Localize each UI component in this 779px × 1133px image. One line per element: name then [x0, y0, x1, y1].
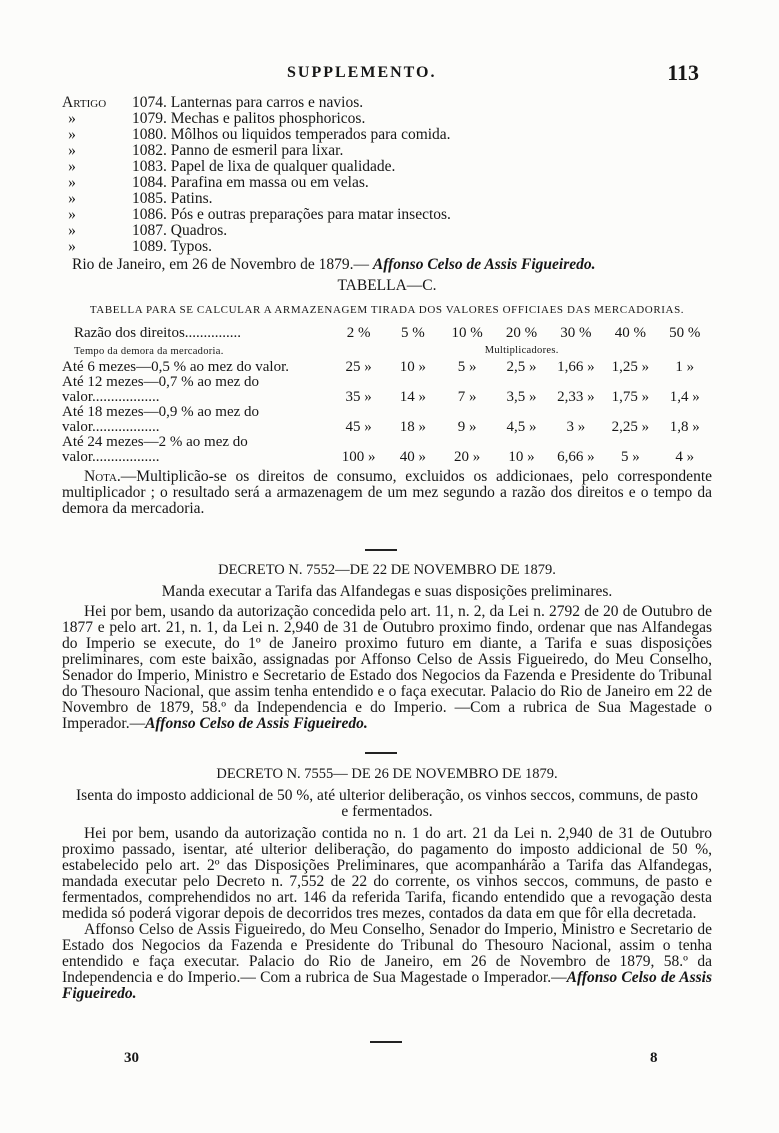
decree-heading: DECRETO N. 7552—DE 22 DE NOVEMBRO DE 1879. — [218, 562, 556, 578]
decree-body-text: Hei por bem, usando da autorização concedida pelo art. 11, n. 2, da Lei n. 2792 de 20 de Outubro de 1877 e pelo art. 21, n. 1, da Lei n. 2,940 de 31 de Outubro proximo findo, ordenar que nas Alfandegas do Imperio se execute, do 1º de Janeiro proximo futuro em diante, a Tarifa e suas disposições preliminares, com este baixão, assignadas por Affonso Celso de Assis Figueiredo, do Meu Conselho, Senador do Imperio, Ministro e Secretario de Estado dos Negocios da Fazenda e Presidente do Tribunal do Thesouro Nacional, que assim tenha entendido e o faça executar. Palacio do Rio de Janeiro em 22 de Novembro de 1879, 58.º da Independencia e do Imperio. —Com a rubrica de Sua Magestade o Imperador.— — [62, 603, 712, 732]
running-header — [0, 60, 779, 88]
article-item — [62, 159, 712, 175]
decree-body-text: Affonso Celso de Assis Figueiredo, do Meu Conselho, Senador do Imperio, Ministro e Secretario de Estado dos Negocios da Fazenda e Presidente do Tribunal do Thesouro Nacional, assim o tenha entendido e faça executar. Palacio do Rio de Janeiro, em 26 de Novembro de 1879, 58.º da Independencia e do Imperio.— Com a rubrica de Sua Magestade o Imperador.— — [62, 921, 712, 986]
percentage-cell: 50 % — [669, 325, 701, 341]
decree-heading: DECRETO N. 7555— DE 26 DE NOVEMBRO DE 1879. — [216, 766, 558, 782]
percentage-cell: 10 % — [451, 325, 483, 341]
ditto-mark: » — [68, 126, 76, 143]
table-cell: 7 » — [457, 389, 477, 405]
section-rule — [370, 1041, 402, 1043]
table-cell: 6,66 » — [557, 449, 595, 465]
table-cell: 2,33 » — [557, 389, 595, 405]
table-cell: 4,5 » — [506, 419, 537, 435]
percentage-row — [62, 325, 712, 341]
table-cell: 20 » — [454, 449, 481, 465]
table-cell: 45 » — [345, 419, 372, 435]
table-cell: 40 » — [399, 449, 427, 465]
table-cell: 9 » — [457, 419, 477, 435]
table-cell: 2,25 » — [611, 419, 650, 435]
table-row — [62, 375, 712, 405]
multiplier-table — [62, 325, 712, 465]
decree-summary: Manda executar a Tarifa das Alfandegas e suas disposições preliminares. — [161, 583, 613, 600]
table-cell: 35 » — [345, 389, 372, 405]
table-cell: 5 » — [457, 359, 477, 375]
tabella-title: TABELLA—C. — [337, 277, 437, 294]
article-text: Panno de esmeril para lixar. — [170, 142, 344, 159]
article-item — [62, 175, 712, 191]
table-row — [62, 405, 712, 435]
percentage-cell: 30 % — [560, 325, 592, 341]
article-item — [62, 191, 712, 207]
article-number: 1079. — [132, 110, 167, 127]
percentage-cell: 40 % — [614, 325, 646, 341]
article-number: 1082. — [132, 142, 167, 159]
decree-body — [62, 922, 712, 1002]
multiplier-column-header: Multiplicadores. — [484, 345, 559, 356]
article-item — [62, 95, 712, 111]
table-cell: 4 » — [675, 449, 695, 465]
article-text: Môlhos ou liquidos temperados para comida. — [170, 126, 451, 143]
table-row — [62, 435, 712, 465]
row-label: Até 6 mezes—0,5 % ao mez do valor. — [62, 359, 290, 375]
table-cell: 1,25 » — [611, 359, 650, 375]
article-text: Patins. — [170, 190, 213, 207]
tabella-heading: TABELLA PARA SE CALCULAR A ARMAZENAGEM TIRADA DOS VALORES OFFICIAES DAS MERCADORIAS. — [89, 304, 685, 316]
table-cell: 1 » — [675, 359, 695, 375]
signature: Affonso Celso de Assis Figueiredo. — [372, 256, 596, 273]
nota-text: —Multiplicão-se os direitos de consumo, excluidos os addicionaes, pelo correspondente multiplicador ; o resultado será a armazenagem de um mez segundo a razão dos direitos e o tempo da demora da mercadoria. — [62, 468, 712, 517]
percentage-cell: 2 % — [346, 325, 371, 341]
ditto-mark: » — [68, 238, 76, 255]
article-number: 1086. — [132, 206, 167, 223]
subheader-row — [62, 341, 712, 359]
table-cell: 1,66 » — [557, 359, 595, 375]
article-number: 1074. — [132, 94, 167, 111]
table-cell: 100 » — [341, 449, 376, 465]
row-label: Até 18 mezes—0,9 % ao mez do valor.................. — [62, 404, 260, 435]
article-text: Parafina em massa ou em velas. — [170, 174, 369, 191]
article-list — [62, 95, 712, 273]
article-text: Pós e outras preparações para matar insectos. — [170, 206, 451, 223]
table-cell: 10 » — [508, 449, 535, 465]
table-cell: 18 » — [399, 419, 427, 435]
nota-paragraph — [62, 469, 712, 517]
table-cell: 1,8 » — [669, 419, 700, 435]
percentage-cell: 5 % — [401, 325, 425, 341]
ditto-mark: » — [68, 158, 76, 175]
decree-body: Hei por bem, usando da autorização contida no n. 1 do art. 21 da Lei n. 2,940 de 31 de Outubro proximo passado, isentar, até ulterior deliberação, do pagamento do imposto addicional de 50 %, estabelecido pelo art. 2º das Disposições Preliminares, que acompanhárão a Tarifa das Alfandegas, mandada executar pelo Decreto n. 7,552 de 22 do corrente, os vinhos seccos, communs, de pasto e fermentados, comprehendidos no art. 146 da referida Tarifa, ficando entendido que a revogação desta medida só poderá vigorar depois de decorridos tres mezes, contados da data em que fôr ella decretada. — [62, 825, 712, 922]
table-cell: 1,75 » — [611, 389, 650, 405]
article-text: Typos. — [170, 238, 213, 255]
running-title: SUPPLEMENTO. — [287, 64, 437, 81]
table-cell: 3 » — [566, 419, 586, 435]
decreto-7552 — [62, 562, 712, 732]
ditto-mark: » — [68, 174, 76, 191]
article-number: 1084. — [132, 174, 167, 191]
table-cell: 2,5 » — [506, 359, 537, 375]
article-text: Papel de lixa de qualquer qualidade. — [170, 158, 396, 175]
row-label: Até 24 mezes—2 % ao mez do valor.................. — [62, 434, 248, 465]
article-item — [62, 207, 712, 223]
table-row — [62, 359, 712, 375]
decreto-7555 — [62, 766, 712, 1002]
article-number: 1080. — [132, 126, 167, 143]
article-number: 1089. — [132, 238, 167, 255]
table-cell: 10 » — [399, 359, 427, 375]
article-number: 1087. — [132, 222, 167, 239]
page-number: 113 — [667, 60, 699, 85]
ditto-mark: » — [68, 206, 76, 223]
article-item — [62, 111, 712, 127]
time-column-header: Tempo da demora da mercadoria. — [74, 346, 224, 357]
ditto-mark: » — [68, 110, 76, 127]
nota-label: Nota. — [84, 468, 121, 485]
section-rule — [365, 549, 397, 551]
article-lead: Artigo — [62, 94, 107, 111]
article-text: Quadros. — [170, 222, 228, 239]
ditto-mark: » — [68, 222, 76, 239]
dateline-text: Rio de Janeiro, em 26 de Novembro de 1879.— — [72, 256, 370, 273]
article-text: Lanternas para carros e navios. — [170, 94, 364, 111]
signature-mark-right: 8 — [650, 1050, 658, 1066]
table-cell: 1,4 » — [669, 389, 700, 405]
article-item — [62, 223, 712, 239]
signature-mark-left: 30 — [124, 1050, 139, 1066]
row-label: Até 12 mezes—0,7 % ao mez do valor.................. — [62, 374, 260, 405]
signature: Affonso Celso de Assis Figueiredo. — [62, 969, 712, 1002]
table-cell: 14 » — [399, 389, 427, 405]
ditto-mark: » — [68, 190, 76, 207]
dateline — [62, 257, 712, 273]
tabella-section — [62, 278, 712, 517]
table-cell: 25 » — [345, 359, 372, 375]
table-cell: 5 » — [620, 449, 640, 465]
decree-body — [62, 604, 712, 732]
article-item — [62, 127, 712, 143]
razao-label: Razão dos direitos............... — [74, 325, 242, 341]
signature: Affonso Celso de Assis Figueiredo. — [145, 715, 368, 732]
article-item — [62, 143, 712, 159]
ditto-mark: » — [68, 142, 76, 159]
article-item — [62, 239, 712, 255]
percentage-cell: 20 % — [505, 325, 538, 341]
section-rule — [365, 752, 397, 754]
article-number: 1083. — [132, 158, 167, 175]
article-number: 1085. — [132, 190, 167, 207]
decree-summary: Isenta do imposto addicional de 50 %, até ulterior deliberação, os vinhos seccos, communs, de pasto e fermentados. — [76, 787, 698, 820]
article-text: Mechas e palitos phosphoricos. — [170, 110, 366, 127]
table-cell: 3,5 » — [506, 389, 537, 405]
